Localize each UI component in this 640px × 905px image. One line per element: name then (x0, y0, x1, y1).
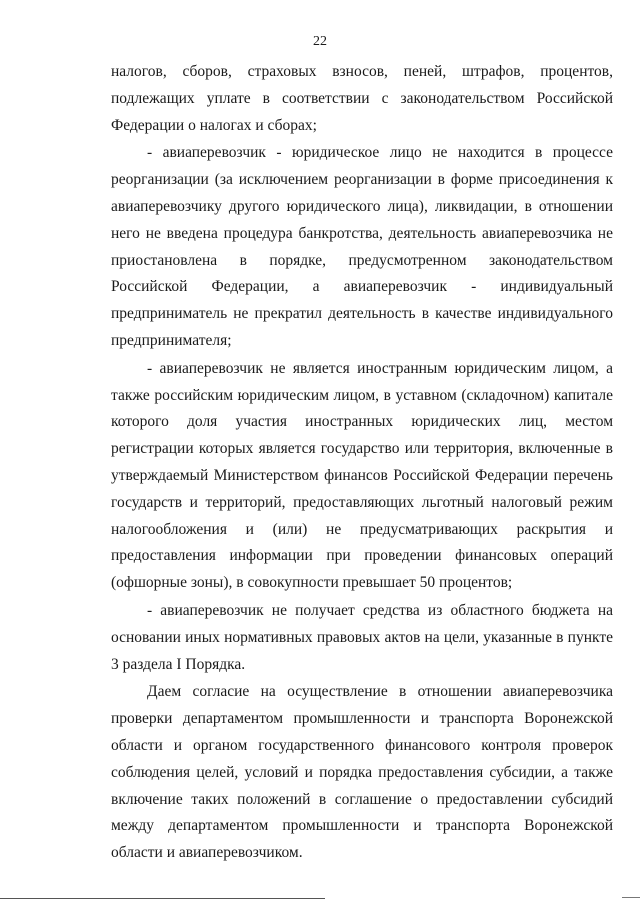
paragraph-continuation: налогов, сборов, страховых взносов, пеней, штрафов, процентов, подлежащих уплате в соответствии с законодательством Российской Федерации о налогах и сборах; (111, 63, 613, 134)
paragraph-not-foreign-entity: - авиаперевозчик не является иностранным юридическим лицом, а также российским юридическим лицом, в уставном (складочном) капитале которого доля участия иностранных юридических лиц, местом регистрации которых является государство или территория, включенные в утверждаемый Министерством финансов Российской Федерации перечень государств и территорий, предоставляющих льготный налоговый режим налогообложения и (или) не предусматривающих раскрытия и предоставления информации при проведении финансовых операций (офшорные зоны), в совокупности превышает 50 процентов; (111, 359, 613, 592)
page-number: 22 (313, 34, 327, 49)
edge-mark (622, 897, 640, 898)
footer-rule (0, 898, 325, 899)
paragraph-no-other-budget-funds: - авиаперевозчик не получает средства из областного бюджета на основании иных нормативных правовых актов на цели, указанные в пункте 3 раздела I Порядка. (111, 601, 613, 673)
document-body (111, 59, 613, 867)
paragraph-consent: Даем согласие на осуществление в отношении авиаперевозчика проверки департаментом промышленности и транспорта Воронежской области и органом государственного финансового контроля проверок соблюдения целей, условий и порядка предоставления субсидии, а также включение таких положений в соглашение о предоставлении субсидий между департаментом промышленности и транспорта Воронежской области и авиаперевозчиком. (111, 683, 613, 862)
paragraph-not-in-reorganization: - авиаперевозчик - юридическое лицо не находится в процессе реорганизации (за исключением реорганизации в форме присоединения к авиаперевозчику другого юридического лица), ликвидации, в отношении него не введена процедура банкротства, деятельность авиаперевозчика не приостановлена в порядке, предусмотренном законодательством Российской Федерации, а авиаперевозчик - индивидуальный предприниматель не прекратил деятельность в качестве индивидуального предпринимателя; (111, 144, 613, 349)
